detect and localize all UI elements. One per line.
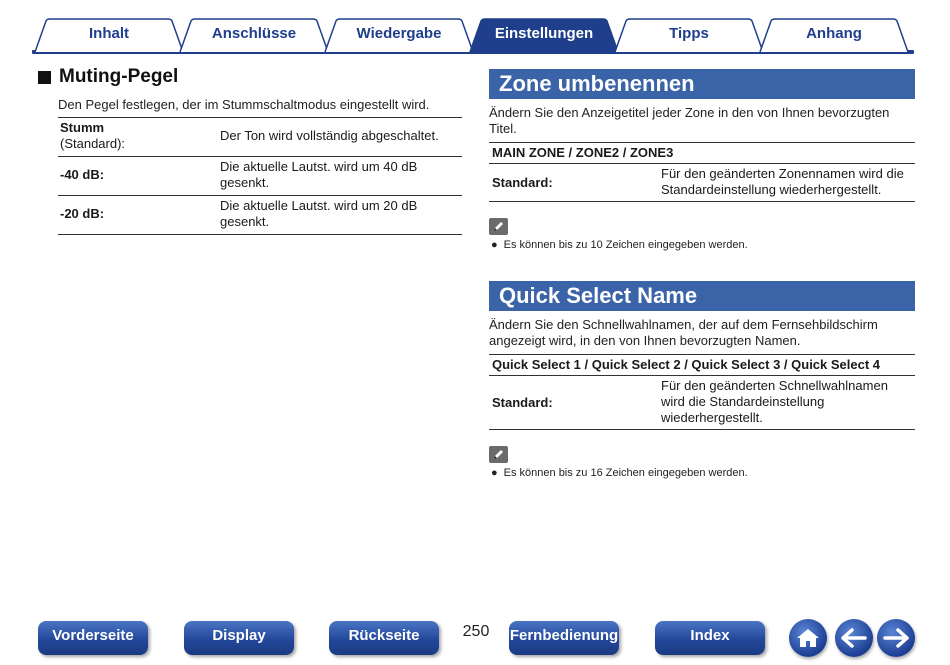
option-key-main: Stumm: [60, 120, 105, 135]
zone-section: [489, 69, 915, 251]
zone-description: Ändern Sie den Anzeigetitel jeder Zone in den von Ihnen bevorzugten Titel.: [489, 105, 890, 136]
arrow-right-icon: [883, 628, 909, 648]
tab-anhang[interactable]: [759, 18, 909, 52]
quick-select-standard-row: [489, 376, 915, 430]
tab-label: Tipps: [669, 25, 709, 42]
option-value: Der Ton wird vollständig abgeschaltet.: [220, 128, 439, 143]
page-number: 250: [462, 623, 490, 640]
quick-select-section: [489, 281, 915, 479]
tab-anschluesse[interactable]: [179, 18, 329, 52]
quick-select-note-text: Es können bis zu 16 Zeichen eingegeben werden.: [503, 467, 748, 479]
standard-key: Standard:: [492, 394, 553, 410]
quick-select-note: [489, 467, 915, 479]
tab-label: Wiedergabe: [356, 25, 442, 42]
tab-label: Anschlüsse: [211, 25, 297, 42]
zone-note-text: Es können bis zu 10 Zeichen eingegeben werden.: [503, 239, 748, 251]
front-panel-button[interactable]: Vorderseite: [38, 621, 148, 655]
remote-control-button[interactable]: Fernbedienung: [509, 621, 619, 655]
quick-select-title: Quick Select Name: [489, 281, 915, 311]
index-button[interactable]: Index: [655, 621, 765, 655]
tab-wiedergabe[interactable]: [324, 18, 474, 52]
previous-page-button[interactable]: [835, 619, 873, 657]
zone-standard-row: [489, 164, 915, 202]
home-icon: [795, 626, 821, 650]
table-row: [58, 157, 462, 196]
tab-label: Inhalt: [89, 25, 129, 42]
zone-note: [489, 239, 915, 251]
standard-value: Für den geänderten Schnellwahlnamen wird die Standardeinstellung wiederhergestellt.: [661, 378, 888, 425]
option-key: [58, 118, 218, 157]
pencil-note-icon: [489, 446, 508, 463]
bullet-icon: ●: [491, 239, 498, 251]
rear-panel-button[interactable]: Rückseite: [329, 621, 439, 655]
table-row: [58, 118, 462, 157]
zone-header: MAIN ZONE / ZONE2 / ZONE3: [489, 142, 915, 164]
tab-label: Anhang: [806, 25, 862, 42]
muting-description: Den Pegel festlegen, der im Stummschaltmodus eingestellt wird.: [58, 97, 430, 112]
arrow-left-icon: [841, 628, 867, 648]
quick-select-description: Ändern Sie den Schnellwahlnamen, der auf dem Fernsehbildschirm angezeigt wird, in den von Ihnen bevorzugten Namen.: [489, 317, 878, 348]
display-button[interactable]: Display: [184, 621, 294, 655]
option-key: -40 dB:: [60, 167, 105, 182]
table-row: [58, 196, 462, 235]
next-page-button[interactable]: [877, 619, 915, 657]
standard-key: Standard:: [492, 174, 553, 190]
muting-section: [38, 66, 464, 235]
muting-options-table: [58, 117, 462, 235]
home-button[interactable]: [789, 619, 827, 657]
option-value: Die aktuelle Lautst. wird um 20 dB gesenkt.: [220, 198, 418, 229]
tab-bar: [32, 16, 914, 56]
option-key: -20 dB:: [60, 206, 105, 221]
zone-title: Zone umbenennen: [489, 69, 915, 99]
tab-tipps[interactable]: [614, 18, 764, 52]
option-key-sub: (Standard):: [60, 136, 126, 151]
pencil-note-icon: [489, 218, 508, 235]
square-bullet-icon: [38, 71, 51, 84]
muting-title: [38, 66, 464, 88]
standard-value: Für den geänderten Zonennamen wird die Standardeinstellung wiederhergestellt.: [661, 166, 904, 197]
option-value: Die aktuelle Lautst. wird um 40 dB gesenkt.: [220, 159, 418, 190]
quick-select-header: Quick Select 1 / Quick Select 2 / Quick Select 3 / Quick Select 4: [489, 354, 915, 376]
tab-inhalt[interactable]: [34, 18, 184, 52]
tab-label: Einstellungen: [494, 25, 594, 42]
tab-einstellungen[interactable]: [469, 18, 619, 52]
muting-title-text: Muting-Pegel: [59, 66, 179, 87]
bullet-icon: ●: [491, 467, 498, 479]
